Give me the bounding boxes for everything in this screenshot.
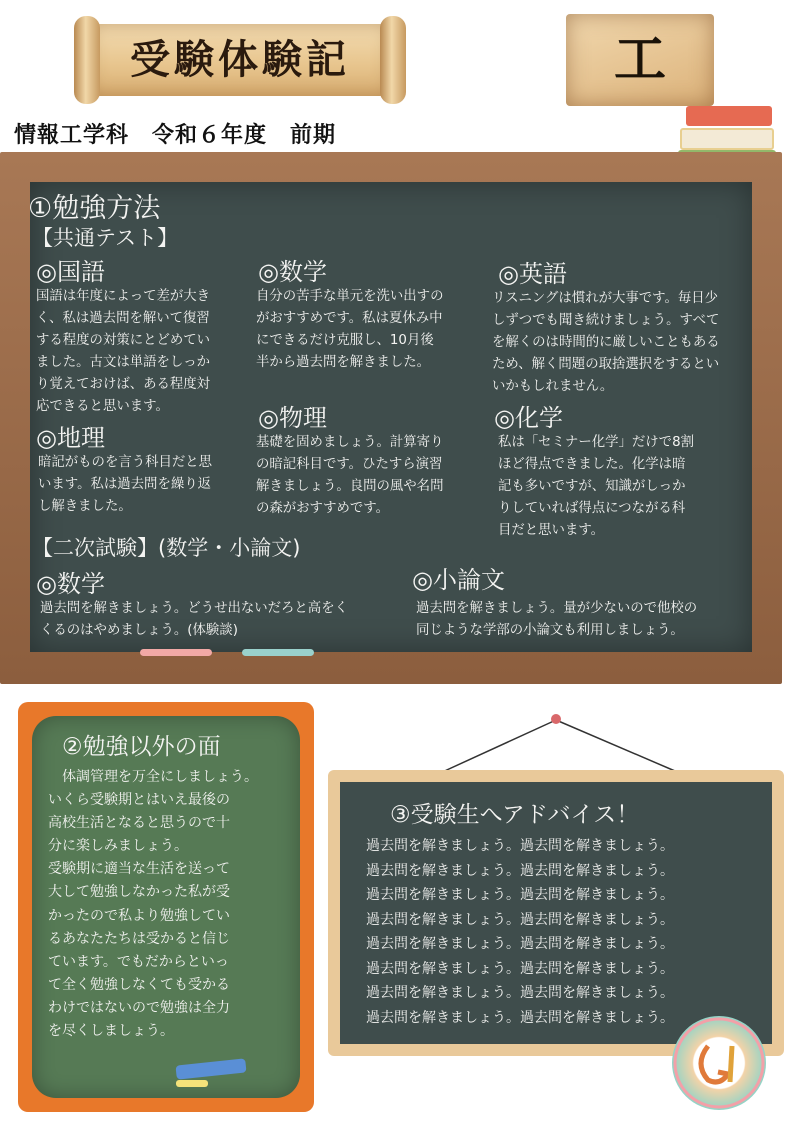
chiri-line: し解きました。 bbox=[38, 499, 132, 514]
eigo-line: いかもしれません。 bbox=[492, 379, 614, 394]
badge-label: 工 bbox=[613, 30, 666, 90]
hanging-string bbox=[430, 710, 690, 776]
kokugo-title: ◎国語 bbox=[36, 258, 105, 286]
butsuri-line: 解きましょう。良問の風や名問 bbox=[256, 479, 444, 494]
kagaku-line: ほど得点できました。化学は暗 bbox=[498, 457, 686, 472]
kagaku-title: ◎化学 bbox=[494, 404, 563, 432]
advice-line: 過去問を解きましょう。過去問を解きましょう。 bbox=[366, 1009, 674, 1026]
eigo-line: を解くのは時間的に厳しいこともある bbox=[492, 335, 720, 350]
non-study-line: 体調管理を万全にしましょう。 bbox=[48, 769, 258, 785]
butsuri-title: ◎物理 bbox=[258, 404, 327, 432]
shoronbun-title: ◎小論文 bbox=[412, 566, 505, 594]
school-logo-icon bbox=[672, 1016, 766, 1110]
chiri-title: ◎地理 bbox=[36, 424, 105, 452]
non-study-heading: ②勉強以外の面 bbox=[62, 734, 221, 760]
non-study-line: るあなたたちは受かると信じ bbox=[48, 930, 230, 947]
advice-line: 過去問を解きましょう。過去問を解きましょう。 bbox=[366, 960, 674, 977]
pin-icon bbox=[551, 714, 561, 724]
niji-sugaku-line: くるのはやめましょう。(体験談) bbox=[40, 623, 238, 638]
book-cream bbox=[680, 128, 774, 150]
kokugo-line: ました。古文は単語をしっか bbox=[36, 355, 211, 370]
advice-line: 過去問を解きましょう。過去問を解きましょう。 bbox=[366, 838, 674, 854]
kokugo-line: り覚えておけば、ある程度対 bbox=[36, 377, 211, 392]
book-red bbox=[686, 106, 772, 126]
butsuri-text bbox=[256, 432, 488, 520]
kagaku-line: 私は「セミナー化学」だけで8割 bbox=[498, 435, 694, 450]
butsuri-line: の暗記科目です。ひたすら演習 bbox=[256, 457, 443, 472]
niji-sugaku-line: 過去問を解きましょう。どうせ出ないだろと高をく bbox=[40, 601, 348, 616]
non-study-text bbox=[48, 766, 288, 1043]
advice-line: 過去問を解きましょう。過去問を解きましょう。 bbox=[366, 862, 674, 879]
sugaku-line: がおすすめです。私は夏休み中 bbox=[256, 311, 443, 326]
sugaku-text bbox=[256, 286, 488, 374]
eigo-line: しずつでも聞き続けましょう。すべて bbox=[492, 313, 720, 328]
non-study-line: 高校生活となると思うので十 bbox=[48, 815, 230, 832]
non-study-line: 大して勉強しなかった私が受 bbox=[48, 884, 230, 901]
niji-sugaku-title: ◎数学 bbox=[36, 570, 105, 598]
non-study-line: を尽くしましょう。 bbox=[48, 1023, 174, 1040]
eigo-line: ため、解く問題の取捨選択をするとい bbox=[492, 357, 720, 372]
chalk-yellow bbox=[176, 1080, 208, 1087]
second-exam-label: 【二次試験】(数学・小論文) bbox=[32, 536, 301, 560]
logo-mark bbox=[672, 1016, 766, 1110]
chiri-line: います。私は過去問を繰り返 bbox=[38, 477, 212, 492]
non-study-line: いくら受験期とはいえ最後の bbox=[48, 792, 230, 809]
advice-line: 過去問を解きましょう。過去問を解きましょう。 bbox=[366, 887, 674, 903]
kagaku-line: りしていれば得点につながる科 bbox=[498, 501, 686, 516]
advice-line: 過去問を解きましょう。過去問を解きましょう。 bbox=[366, 936, 674, 952]
kagaku-line: 目だと思います。 bbox=[498, 523, 605, 538]
non-study-line: かったので私より勉強してい bbox=[48, 907, 230, 924]
kokugo-line: 応できると思います。 bbox=[36, 399, 169, 414]
sugaku-line: にできるだけ克服し、10月後 bbox=[256, 333, 434, 348]
sugaku-line: 半から過去問を解きました。 bbox=[256, 355, 431, 370]
kokugo-line: する程度の対策にとどめてい bbox=[36, 333, 211, 348]
non-study-line: 受験期に適当な生活を送って bbox=[48, 861, 230, 878]
department-badge bbox=[566, 14, 714, 106]
eigo-text bbox=[492, 288, 750, 398]
kokugo-line: く、私は過去問を解いて復習 bbox=[36, 311, 210, 326]
niji-sugaku-text bbox=[40, 598, 410, 642]
shoronbun-line: 同じような学部の小論文も利用しましょう。 bbox=[416, 623, 684, 638]
sugaku-line: 自分の苦手な単元を洗い出すの bbox=[256, 289, 444, 304]
non-study-line: 分に楽しみましょう。 bbox=[48, 838, 188, 855]
advice-text bbox=[366, 834, 766, 1030]
advice-line: 過去問を解きましょう。過去問を解きましょう。 bbox=[366, 985, 674, 1001]
chiri-text bbox=[38, 452, 254, 518]
page-title: 受験体験記 bbox=[130, 36, 350, 83]
kagaku-text bbox=[498, 432, 748, 542]
sugaku-title: ◎数学 bbox=[258, 258, 327, 286]
chiri-line: 暗記がものを言う科目だと思 bbox=[38, 455, 213, 470]
shoronbun-line: 過去問を解きましょう。量が少ないので他校の bbox=[416, 601, 698, 616]
eigo-line: リスニングは慣れが大事です。毎日少 bbox=[492, 291, 719, 306]
kagaku-line: 記も多いですが、知識がしっか bbox=[498, 479, 686, 494]
page-subtitle: 情報工学科 令和６年度 前期 bbox=[14, 123, 337, 148]
common-test-label: 【共通テスト】 bbox=[32, 226, 179, 250]
non-study-line: わけではないので勉強は全力 bbox=[48, 999, 230, 1016]
kokugo-text bbox=[36, 286, 252, 418]
kokugo-line: 国語は年度によって差が大き bbox=[36, 289, 211, 304]
chalk-blue bbox=[242, 649, 314, 656]
title-scroll bbox=[70, 14, 410, 106]
non-study-line: て全く勉強しなくても受かる bbox=[48, 976, 230, 993]
shoronbun-text bbox=[416, 598, 756, 642]
butsuri-line: 基礎を固めましょう。計算寄り bbox=[256, 435, 444, 450]
eigo-title: ◎英語 bbox=[498, 260, 567, 288]
study-method-heading: ①勉強方法 bbox=[28, 193, 161, 224]
butsuri-line: の森がおすすめです。 bbox=[256, 501, 389, 516]
chalk-pink bbox=[140, 649, 212, 656]
advice-line: 過去問を解きましょう。過去問を解きましょう。 bbox=[366, 911, 674, 928]
advice-heading: ③受験生へアドバイス！ bbox=[390, 802, 640, 828]
non-study-line: ています。でもだからといっ bbox=[48, 953, 229, 970]
